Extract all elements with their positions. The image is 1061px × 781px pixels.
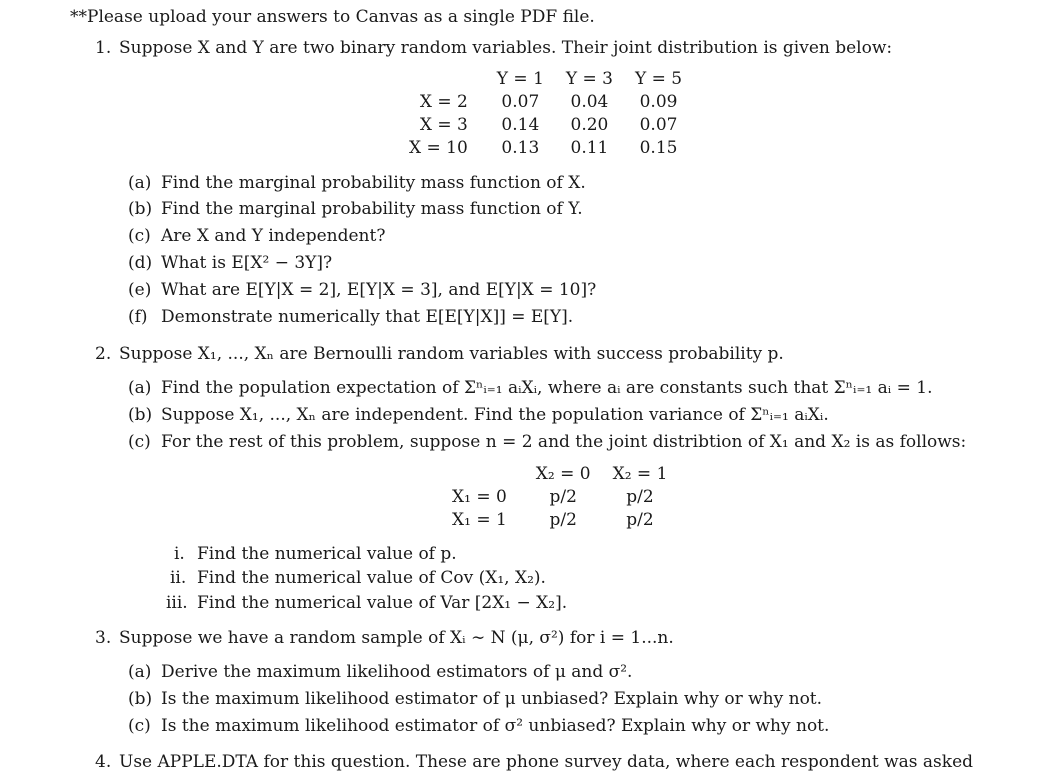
q1-cell: 0.15 bbox=[639, 138, 678, 158]
q1-part-c-label: (c) bbox=[128, 226, 151, 246]
q1-cell: 0.09 bbox=[639, 92, 678, 112]
q1-cell: 0.14 bbox=[501, 115, 540, 135]
q1-cell: 0.11 bbox=[570, 138, 609, 158]
table-row bbox=[441, 509, 678, 532]
q3-part-b-label: (b) bbox=[128, 689, 153, 709]
q3-intro: Suppose we have a random sample of Xᵢ ∼ N (μ, σ²) for i = 1...n. bbox=[119, 628, 674, 648]
table-row bbox=[398, 137, 693, 160]
q1-col-header: Y = 3 bbox=[565, 69, 613, 89]
table-row bbox=[441, 486, 678, 509]
q2-number: 2. bbox=[95, 344, 112, 364]
q1-part-a-label: (a) bbox=[128, 173, 152, 193]
q1-part-e-text: What are E[Y|X = 2], E[Y|X = 3], and E[Y|X = 10]? bbox=[161, 280, 597, 300]
q3-part-b-text: Is the maximum likelihood estimator of μ unbiased? Explain why or why not. bbox=[161, 689, 823, 709]
q2-cell: p/2 bbox=[549, 487, 577, 507]
q1-col-header: Y = 5 bbox=[634, 69, 683, 89]
q1-cell: 0.04 bbox=[570, 92, 609, 112]
q1-number: 1. bbox=[95, 38, 112, 58]
q3-part-c-text: Is the maximum likelihood estimator of σ² unbiased? Explain why or why not. bbox=[161, 716, 830, 736]
q2-part-a-text: Find the population expectation of Σⁿᵢ₌₁ aᵢXᵢ, where aᵢ are constants such that Σⁿᵢ₌₁ aᵢ = 1. bbox=[161, 378, 933, 398]
q3-part-a-label: (a) bbox=[128, 662, 152, 682]
q2-cell: p/2 bbox=[549, 510, 577, 530]
q2-subpart-ii-text: Find the numerical value of Cov (X₁, X₂). bbox=[197, 568, 546, 588]
q1-cell: 0.20 bbox=[570, 115, 609, 135]
q3-part-c-label: (c) bbox=[128, 716, 151, 736]
q2-table-header-row bbox=[441, 463, 678, 486]
q2-row-header: X₁ = 1 bbox=[452, 510, 507, 530]
q1-table-header-row bbox=[398, 68, 693, 91]
q3-number: 3. bbox=[95, 628, 112, 648]
q1-part-b-label: (b) bbox=[128, 199, 153, 219]
q2-subpart-i-label: i. bbox=[174, 544, 185, 564]
q2-subpart-iii-label: iii. bbox=[166, 593, 188, 613]
q2-intro: Suppose X₁, ..., Xₙ are Bernoulli random variables with success probability p. bbox=[119, 344, 784, 364]
q2-cell: p/2 bbox=[626, 510, 654, 530]
q2-subpart-i-text: Find the numerical value of p. bbox=[197, 544, 457, 564]
table-row bbox=[398, 91, 693, 114]
q1-part-a-text: Find the marginal probability mass function of X. bbox=[161, 173, 586, 193]
q4-intro: Use APPLE.DTA for this question. These are phone survey data, where each respondent was asked bbox=[119, 752, 974, 772]
q2-part-b-text: Suppose X₁, ..., Xₙ are independent. Find the population variance of Σⁿᵢ₌₁ aᵢXᵢ. bbox=[161, 405, 829, 425]
q2-part-b-label: (b) bbox=[128, 405, 153, 425]
q2-part-c-label: (c) bbox=[128, 432, 151, 452]
q4-number: 4. bbox=[95, 752, 112, 772]
q1-part-e-label: (e) bbox=[128, 280, 152, 300]
q3-part-a-text: Derive the maximum likelihood estimators of μ and σ². bbox=[161, 662, 633, 682]
q2-subpart-iii-text: Find the numerical value of Var [2X₁ − X₂]. bbox=[197, 593, 568, 613]
q1-part-f-label: (f) bbox=[128, 307, 148, 327]
q1-cell: 0.13 bbox=[501, 138, 540, 158]
q1-col-header: Y = 1 bbox=[496, 69, 544, 89]
q1-part-f-text: Demonstrate numerically that E[E[Y|X]] = E[Y]. bbox=[161, 307, 574, 327]
q2-col-header: X₂ = 0 bbox=[535, 464, 591, 484]
q1-cell: 0.07 bbox=[639, 115, 678, 135]
q1-cell: 0.07 bbox=[501, 92, 540, 112]
q1-part-c-text: Are X and Y independent? bbox=[161, 226, 386, 246]
q1-intro: Suppose X and Y are two binary random variables. Their joint distribution is given below: bbox=[119, 38, 893, 58]
q2-cell: p/2 bbox=[626, 487, 654, 507]
q2-part-a-label: (a) bbox=[128, 378, 152, 398]
q2-col-header: X₂ = 1 bbox=[612, 464, 668, 484]
q1-row-header: X = 2 bbox=[419, 92, 468, 112]
q1-part-d-label: (d) bbox=[128, 253, 153, 273]
q1-row-header: X = 3 bbox=[419, 115, 468, 135]
q2-subpart-ii-label: ii. bbox=[170, 568, 187, 588]
q2-row-header: X₁ = 0 bbox=[452, 487, 507, 507]
q2-joint-table bbox=[441, 463, 678, 532]
header-note: **Please upload your answers to Canvas as a single PDF file. bbox=[70, 7, 595, 27]
table-row bbox=[398, 114, 693, 137]
q1-joint-table bbox=[398, 68, 693, 160]
q1-part-b-text: Find the marginal probability mass function of Y. bbox=[161, 199, 583, 219]
q2-part-c-text: For the rest of this problem, suppose n = 2 and the joint distribtion of X₁ and X₂ is as follows: bbox=[161, 432, 967, 452]
q1-row-header: X = 10 bbox=[409, 138, 468, 158]
q1-part-d-text: What is E[X² − 3Y]? bbox=[161, 253, 333, 273]
